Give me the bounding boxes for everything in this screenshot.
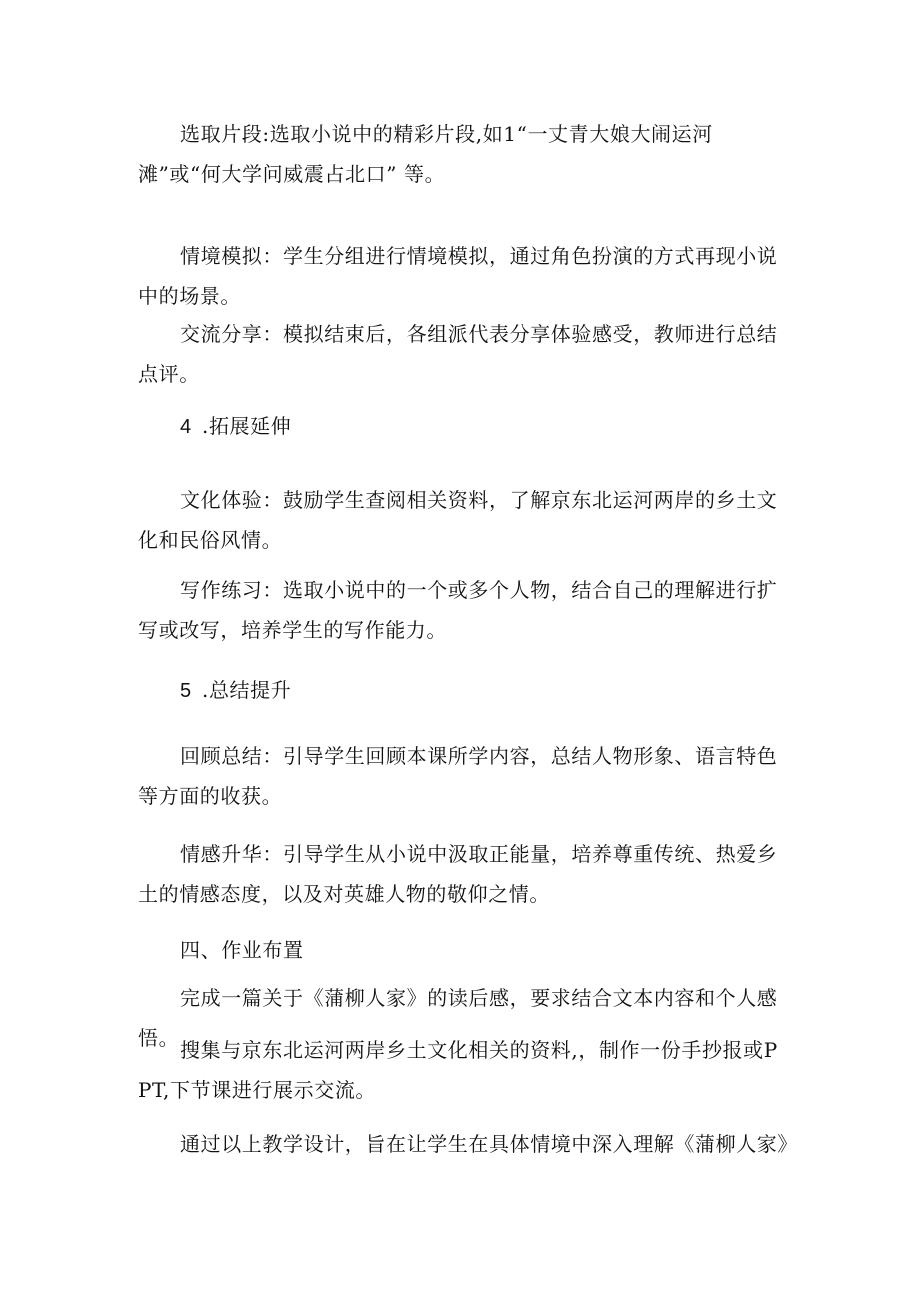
paragraph-situation-simulation: 情境模拟：学生分组进行情境模拟，通过角色扮演的方式再现小说中的场景。: [138, 244, 778, 308]
paragraph-review-summary: 回顾总结：引导学生回顾本课所学内容，总结人物形象、语言特色等方面的收获。: [138, 744, 778, 808]
heading-extension-number: 4: [180, 416, 192, 438]
heading-summary: [180, 670, 291, 711]
heading-homework: 四、作业布置: [180, 938, 304, 962]
paragraph-exchange-share: 交流分享：模拟结束后，各组派代表分享体验感受，教师进行总结点评。: [138, 322, 778, 386]
paragraph-emotional-sublimation: 情感升华：引导学生从小说中汲取正能量，培养尊重传统、热爱乡土的情感态度，以及对英雄人物的敬仰之情。: [138, 842, 778, 906]
paragraph-conclusion: 通过以上教学设计，旨在让学生在具体情境中深入理解《蒲柳人家》: [180, 1132, 798, 1156]
heading-extension-text: .拓展延伸: [202, 414, 292, 438]
paragraph-writing-practice: 写作练习：选取小说中的一个或多个人物，结合自己的理解进行扩写或改写，培养学生的写作能力。: [138, 578, 778, 642]
heading-summary-number: 5: [180, 680, 192, 702]
paragraph-reading-report: 完成一篇关于《蒲柳人家》的读后感，要求结合文本内容和个人感悟。: [138, 986, 778, 1050]
paragraph-select-excerpt: 选取片段:选取小说中的精彩片段,如1“一丈青大娘大闹运河滩”或“何大学问威震占北口” 等。: [138, 122, 713, 186]
heading-extension: [180, 406, 291, 447]
paragraph-collect-materials: 搜集与京东北运河两岸乡土文化相关的资料,，制作一份手抄报或PPT,下节课进行展示交流。: [138, 1038, 778, 1102]
paragraph-cultural-experience: 文化体验：鼓励学生查阅相关资料，了解京东北运河两岸的乡土文化和民俗风情。: [138, 488, 778, 552]
heading-summary-text: .总结提升: [202, 678, 292, 702]
